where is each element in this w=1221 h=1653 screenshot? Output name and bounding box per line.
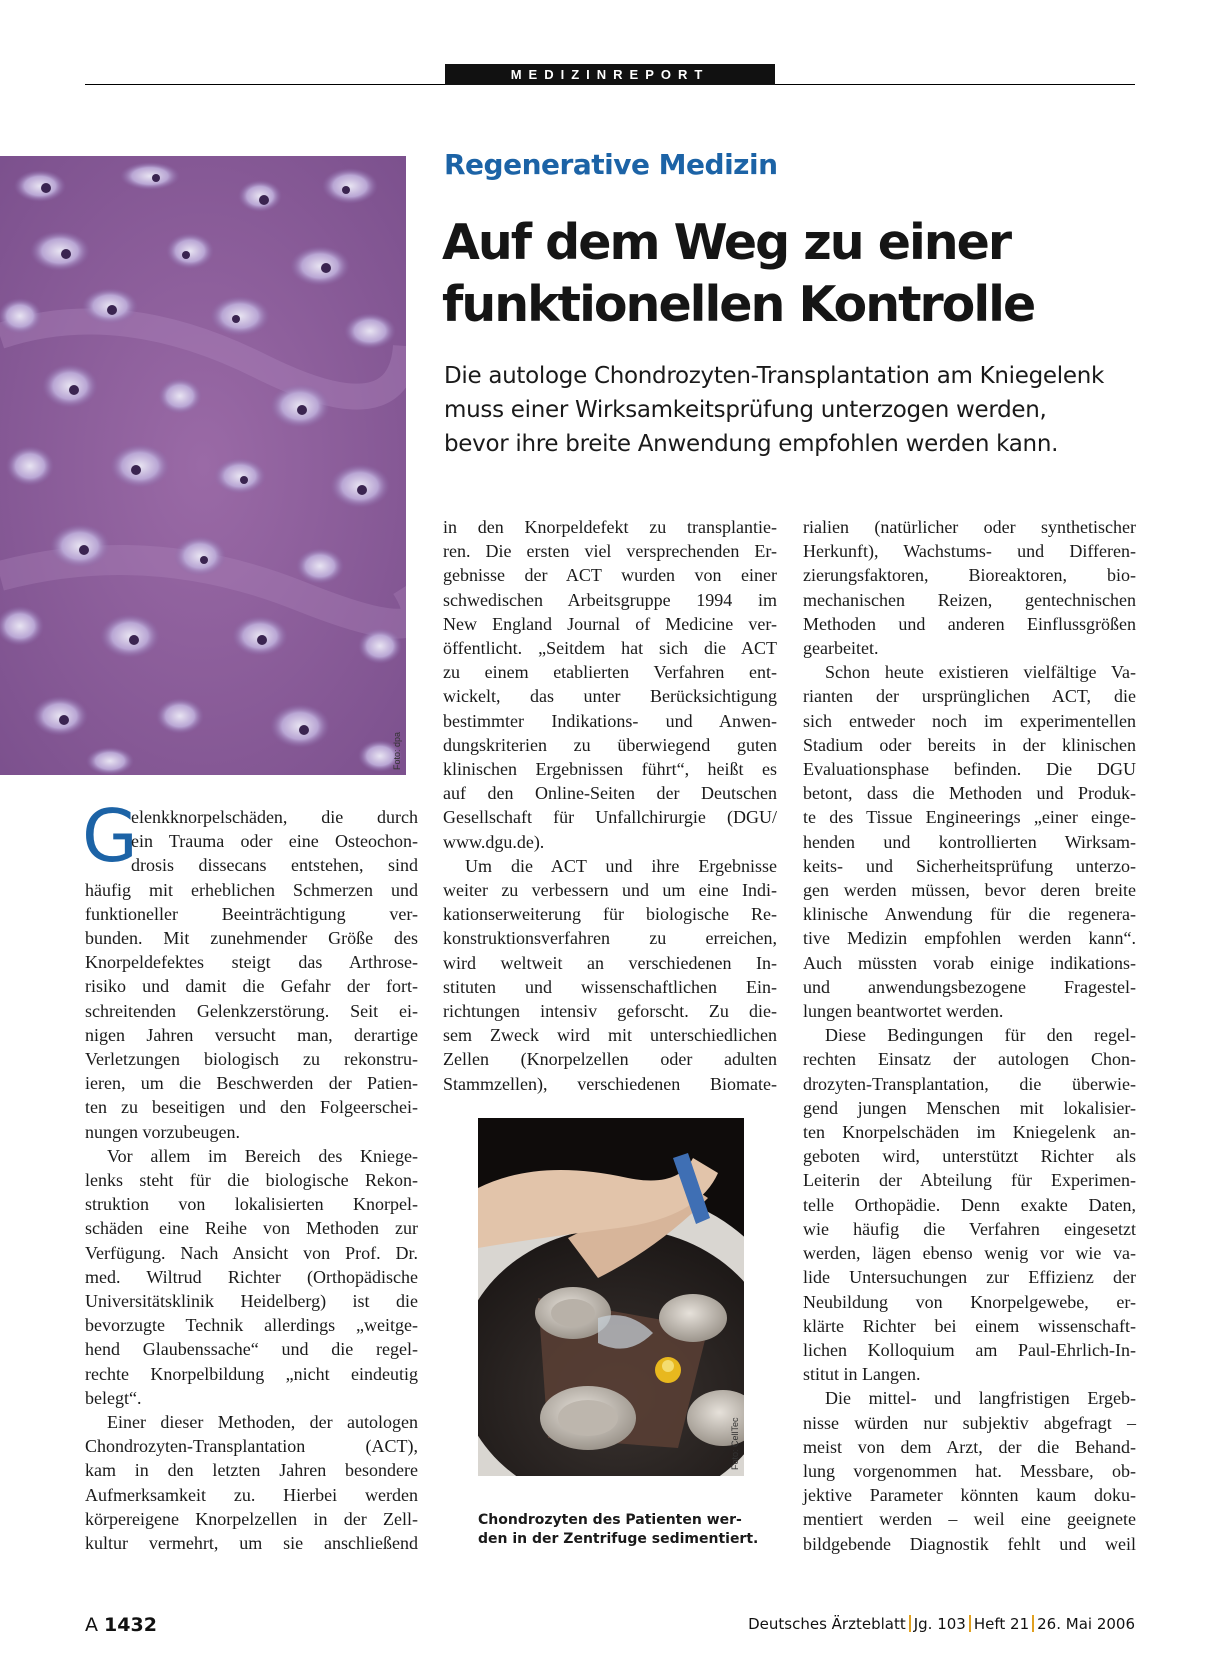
text-line: www.dgu.de). — [443, 831, 545, 852]
text-line: lichen Kolloquium am Paul-Ehrlich-In- — [803, 1339, 1136, 1360]
text-line: und anwendungsbezogene Fragestel- — [803, 976, 1136, 997]
text-line: meist von dem Arzt, der die Behand- — [803, 1436, 1136, 1457]
photo-credit: Foto: dpa — [392, 731, 402, 770]
text-line: Diese Bedingungen für den regel- — [825, 1025, 1136, 1046]
text-line: ein Trauma oder eine Osteochon- — [131, 831, 418, 852]
drop-cap: G — [82, 794, 138, 878]
text-line: henden und kontrollierten Wirksam- — [803, 831, 1136, 852]
text-line: richtungen intensiv geforscht. Zu die- — [443, 1001, 777, 1022]
text-line: mechanischen Reizen, gentechnischen — [803, 589, 1136, 610]
centrifuge-photo — [478, 1118, 744, 1476]
text-line: drozyten-Transplantation, die überwie- — [803, 1073, 1136, 1094]
text-line: klinische Anwendung für die regenera- — [803, 904, 1136, 925]
text-line: stituten und wissenschaftlichen Ein- — [443, 976, 777, 997]
text-line: mentiert werden – weil eine geeignete — [803, 1509, 1136, 1530]
text-line: betont, dass die Methoden und Produk- — [803, 783, 1136, 804]
text-line: öffentlicht. „Seitdem hat sich die ACT — [443, 638, 777, 659]
text-line: elenkknorpelschäden, die durch — [131, 807, 418, 827]
text-line: rechten Einsatz der autologen Chon- — [803, 1049, 1136, 1070]
text-line: sich entweder noch im experimentellen — [803, 710, 1136, 731]
text-line: struktion von lokalisierten Knorpel- — [85, 1194, 418, 1215]
text-line: New England Journal of Medicine ver- — [443, 613, 777, 634]
text-line: Herkunft), Wachstums- und Differen- — [803, 541, 1136, 562]
text-line: te des Tissue Engineerings „einer einge- — [803, 807, 1136, 828]
text-line: klinischen Ergebnissen führt“, heißt es — [443, 759, 777, 780]
separator — [1032, 1615, 1034, 1632]
text-line: Universitätsklinik Heidelberg) ist die — [85, 1291, 418, 1312]
text-line: ten zu beseitigen und den Folgeerschei- — [85, 1097, 418, 1118]
text-line: lungen beantwortet werden. — [803, 1001, 1004, 1022]
journal-issue: Heft 21 — [973, 1615, 1030, 1633]
text-line: Neubildung von Knorpelgewebe, er- — [803, 1291, 1136, 1312]
text-line: Verfügung. Nach Ansicht von Prof. Dr. — [85, 1242, 418, 1263]
text-line: Einer dieser Methoden, der autologen — [107, 1412, 418, 1433]
article-column-2 — [443, 515, 777, 1096]
text-line: rechte Knorpelbildung „nicht eindeutig — [85, 1363, 418, 1384]
text-line: schreitenden Gelenkzerstörung. Seit ei- — [85, 1000, 418, 1021]
text-line: funktioneller Beeinträchtigung ver- — [85, 903, 418, 924]
text-line: Evaluationsphase befinden. Die DGU — [803, 759, 1136, 780]
text-line: nungen vorzubeugen. — [85, 1121, 240, 1142]
text-line: nisse würden nur subjektiv abgefragt – — [803, 1412, 1136, 1433]
lead-line: bevor ihre breite Anwendung empfohlen werden kann. — [444, 431, 1059, 457]
text-line: zu einem etablierten Verfahren ent- — [443, 662, 777, 683]
text-line: klärte Richter bei einem wissenschaft- — [803, 1315, 1136, 1336]
text-line: Gesellschaft für Unfallchirurgie (DGU/ — [443, 807, 777, 828]
text-line: rialien (natürlicher oder synthetischer — [803, 517, 1136, 537]
text-line: zierungsfaktoren, Bioreaktoren, bio- — [803, 565, 1136, 586]
text-line: jektive Parameter könnten kaum doku- — [803, 1485, 1136, 1506]
text-line: kam in den letzten Jahren besondere — [85, 1460, 418, 1481]
text-line: Stadium oder bereits in der klinischen — [803, 734, 1136, 755]
text-line: telle Orthopädie. Denn exakte Daten, — [803, 1194, 1136, 1215]
text-line: schwedischen Arbeitsgruppe 1994 im — [443, 589, 777, 610]
text-line: auf den Online-Seiten der Deutschen — [443, 783, 777, 804]
text-line: Schon heute existieren vielfältige Va- — [825, 662, 1136, 683]
text-line: Verletzungen biologisch zu rekonstru- — [85, 1049, 418, 1070]
text-line: ten Knorpelschäden im Kniegelenk an- — [803, 1122, 1136, 1143]
page-number — [85, 1614, 157, 1636]
text-line: belegt“. — [85, 1387, 142, 1408]
text-line: bunden. Mit zunehmender Größe des — [85, 928, 418, 949]
text-line: Zellen (Knorpelzellen oder adulten — [443, 1049, 777, 1070]
text-line: drosis dissecans entstehen, sind — [131, 855, 418, 876]
text-line: weiter zu verbessern und um eine Indi- — [443, 880, 777, 901]
text-line: geboten wird, unterstützt Richter als — [803, 1146, 1136, 1167]
text-line: gen werden müssen, bevor deren breite — [803, 880, 1136, 901]
text-line: Auch müssten vorab einige indikations- — [803, 952, 1136, 973]
text-line: wird weltweit an verschiedenen In- — [443, 952, 777, 973]
text-line: in den Knorpeldefekt zu transplantie- — [443, 517, 777, 537]
text-line: gearbeitet. — [803, 638, 879, 659]
text-line: bevorzugte Technik allerdings „weitge- — [85, 1315, 418, 1336]
text-line: bestimmter Indikations- und Anwen- — [443, 710, 777, 731]
photo-caption — [478, 1511, 759, 1549]
text-line: konstruktionsverfahren zu erreichen, — [443, 928, 777, 949]
text-line: med. Wiltrud Richter (Orthopädische — [85, 1266, 418, 1287]
text-line: sem Zweck wird mit unterschiedlichen — [443, 1025, 777, 1046]
text-line: nigen Jahren versucht man, derartige — [85, 1024, 418, 1045]
lead-paragraph — [444, 359, 1164, 461]
separator — [969, 1615, 971, 1632]
text-line: häufig mit erheblichen Schmerzen und — [85, 879, 418, 900]
text-line: ieren, um die Beschwerden der Patien- — [85, 1073, 418, 1094]
text-line: risiko und damit die Gefahr der fort- — [85, 976, 418, 997]
text-line: stitut in Langen. — [803, 1364, 921, 1385]
lead-line: Die autologe Chondrozyten-Transplantation am Kniegelenk — [444, 363, 1104, 389]
text-line: keits- und Sicherheitsprüfung unterzo- — [803, 855, 1136, 876]
text-line: Leiterin der Abteilung für Experimen- — [803, 1170, 1136, 1191]
text-line: Chondrozyten-Transplantation (ACT), — [85, 1436, 418, 1457]
journal-date: 26. Mai 2006 — [1037, 1615, 1135, 1633]
text-line: Um die ACT und ihre Ergebnisse — [465, 855, 777, 876]
kicker: Regenerative Medizin — [444, 148, 778, 181]
headline-line: funktionellen Kontrolle — [442, 276, 1035, 333]
text-line: ren. Die ersten viel versprechenden Er- — [443, 541, 777, 562]
separator — [909, 1615, 911, 1632]
text-line: Knorpeldefektes steigt das Arthrose- — [85, 952, 418, 973]
journal-name: Deutsches Ärzteblatt — [748, 1615, 906, 1633]
text-line: gebnisse der ACT wurden von einer — [443, 565, 777, 586]
article-column-1 — [85, 805, 418, 1555]
caption-line: Chondrozyten des Patienten wer- — [478, 1512, 742, 1528]
photo-credit: Foto: CellTec — [730, 1417, 740, 1470]
caption-line: den in der Zentrifuge sedimentiert. — [478, 1531, 759, 1547]
section-label: MEDIZINREPORT — [445, 64, 775, 85]
micrograph-image — [0, 156, 406, 775]
text-line: tive Medizin empfohlen werden kann“. — [803, 928, 1136, 949]
text-line: schäden eine Reihe von Methoden zur — [85, 1218, 418, 1239]
lead-line: muss einer Wirksamkeitsprüfung unterzogen werden, — [444, 397, 1047, 423]
journal-volume: Jg. 103 — [913, 1615, 966, 1633]
text-line: rianten der ursprünglichen ACT, die — [803, 686, 1136, 707]
text-line: Stammzellen), verschiedenen Biomate- — [443, 1073, 777, 1094]
text-line: wickelt, das unter Berücksichtigung — [443, 686, 777, 707]
headline-line: Auf dem Weg zu einer — [442, 214, 1011, 271]
text-line: lide Untersuchungen zur Effizienz der — [803, 1267, 1136, 1288]
text-line: lung vorgenommen hat. Messbare, ob- — [803, 1460, 1136, 1481]
text-line: körpereigene Knorpelzellen in der Zell- — [85, 1508, 418, 1529]
text-line: Die mittel- und langfristigen Ergeb- — [825, 1388, 1136, 1409]
page-number-value: 1432 — [104, 1614, 157, 1636]
text-line: Methoden und anderen Einflussgrößen — [803, 613, 1136, 634]
text-line: lenks steht für die biologische Rekon- — [85, 1170, 418, 1191]
journal-info — [748, 1615, 1135, 1633]
text-line: Aufmerksamkeit zu. Hierbei werden — [85, 1484, 418, 1505]
text-line: hend Glaubenssache“ und die regel- — [85, 1339, 418, 1360]
text-line: kationserweiterung für biologische Re- — [443, 904, 777, 925]
cartilage-micrograph-photo — [0, 156, 406, 775]
text-line: bildgebende Diagnostik fehlt und weil — [803, 1533, 1136, 1554]
article-column-3 — [803, 515, 1136, 1556]
page-prefix: A — [85, 1614, 98, 1636]
headline — [442, 212, 1142, 336]
text-line: wie häufig die Verfahren eingesetzt — [803, 1218, 1136, 1239]
text-line: gend jungen Menschen mit lokalisier- — [803, 1097, 1136, 1118]
text-line: dungskriterien zu überwiegend guten — [443, 734, 777, 755]
text-line: werden, lägen ebenso wenig vor wie va- — [803, 1243, 1136, 1264]
centrifuge-image — [478, 1118, 744, 1476]
text-line: Vor allem im Bereich des Kniege- — [107, 1145, 418, 1166]
text-line: kultur vermehrt, um sie anschließend — [85, 1533, 418, 1554]
